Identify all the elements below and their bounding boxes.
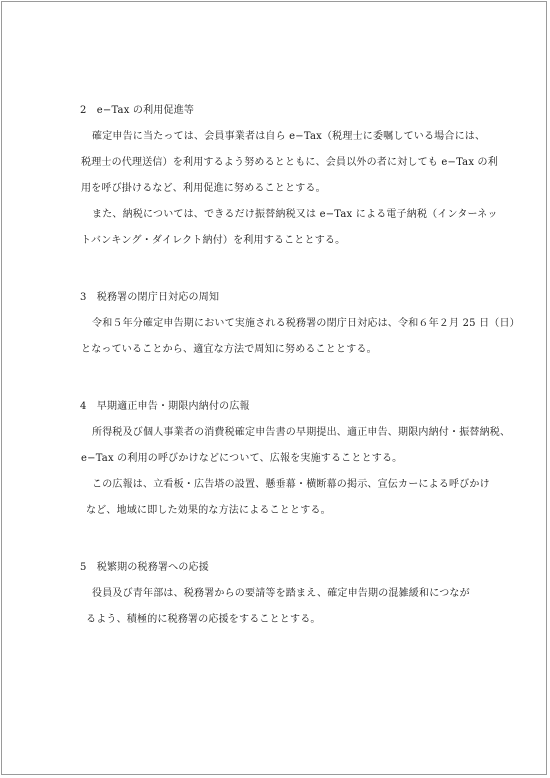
paragraph-line: など、地域に即した効果的な方法によることとする。 — [86, 505, 331, 516]
paragraph-line: 税理士の代理送信）を利用するよう努めるとともに、会員以外の者に対しても e−Tax の利 — [81, 157, 498, 168]
section-heading-closed-day: 3 税務署の閉庁日対応の周知 — [80, 292, 220, 303]
document-page — [1, 1, 547, 775]
paragraph-line: 用を呼び掛けるなど、利用促進に努めることとする。 — [81, 183, 326, 194]
paragraph-line: また、納税については、できるだけ振替納税又は e−Tax による電子納税（インターネッ — [92, 209, 498, 220]
section-heading-publicity: 4 早期適正申告・期限内納付の広報 — [80, 401, 250, 412]
section-heading-e-tax: 2 e−Tax の利用促進等 — [80, 105, 195, 116]
paragraph-line: トバンキング・ダイレクト納付）を利用することとする。 — [81, 235, 346, 246]
section-heading-support: 5 税繁期の税務署への応援 — [80, 562, 209, 573]
paragraph-line: e−Tax の利用の呼びかけなどについて、広報を実施することとする。 — [81, 453, 403, 464]
paragraph-line: 役員及び青年部は、税務署からの要請等を踏まえ、確定申告期の混雑緩和につなが — [92, 588, 470, 599]
paragraph-line: この広報は、立看板・広告塔の設置、懸垂幕・横断幕の掲示、宣伝カーによる呼びかけ — [92, 479, 490, 490]
paragraph-line: となっていることから、適宜な方法で周知に努めることとする。 — [81, 344, 377, 355]
paragraph-line: 確定申告に当たっては、会員事業者は自ら e−Tax（税理士に委嘱している場合には、 — [92, 131, 486, 142]
paragraph-line: 所得税及び個人事業者の消費税確定申告書の早期提出、適正申告、期限内納付・振替納税、 — [92, 427, 511, 438]
paragraph-line: 令和５年分確定申告期において実施される税務署の閉庁日対応は、令和６年２月 25 日（日） — [92, 318, 520, 329]
paragraph-line: るよう、積極的に税務署の応援をすることとする。 — [86, 614, 321, 625]
